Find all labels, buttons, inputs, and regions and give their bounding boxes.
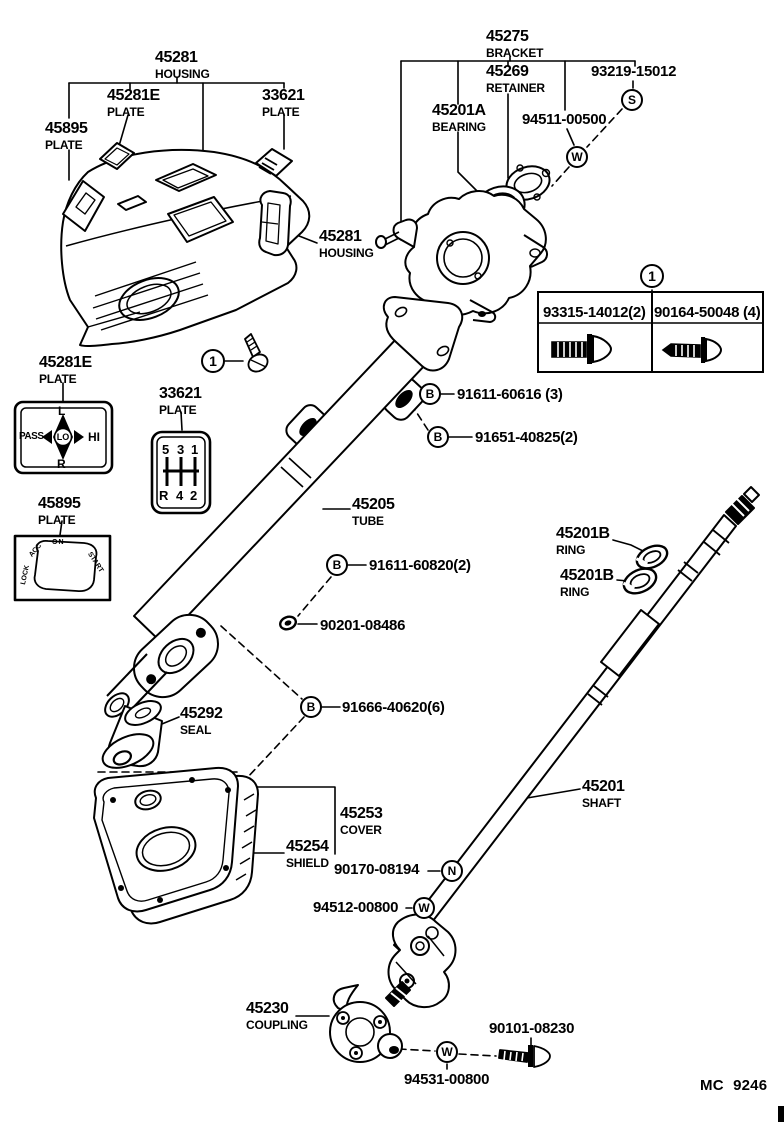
- label-cover: [340, 806, 383, 836]
- callout-b-40620: B: [300, 696, 322, 718]
- shift-plate-left-label: PASS: [19, 431, 44, 442]
- part-name: PLATE: [38, 513, 76, 527]
- gear-plate-r: R: [159, 488, 169, 503]
- shift-plate-center-label: LO: [56, 432, 70, 442]
- callout-1-screw: 1: [201, 349, 225, 373]
- washer-90201-drawing: [278, 615, 297, 632]
- part-name: COVER: [340, 823, 382, 837]
- label-bearing: [432, 103, 486, 133]
- part-name: PLATE: [39, 372, 77, 386]
- part-number: 45201B: [560, 567, 614, 584]
- cover-shield-drawing: [94, 768, 258, 924]
- label-seal: [180, 706, 223, 736]
- label-screw-93219: 93219-15012: [591, 63, 677, 80]
- part-number: 45201B: [556, 525, 610, 542]
- table-cell-90164: 90164-50048 (4): [654, 304, 761, 321]
- part-name: BEARING: [432, 120, 486, 134]
- label-housing-right: [319, 229, 374, 259]
- part-name: RING: [560, 585, 590, 599]
- label-plate-45281e-top: [107, 88, 160, 118]
- part-number: 45281E: [107, 87, 160, 104]
- callout-b-60616: B: [419, 383, 441, 405]
- part-name: RETAINER: [486, 81, 545, 95]
- part-name: SHAFT: [582, 796, 621, 810]
- label-tube: [352, 497, 395, 527]
- ignition-plate-start: START: [86, 551, 105, 574]
- label-washer-94511: 94511-00500: [522, 111, 607, 128]
- part-name: RING: [556, 543, 586, 557]
- gear-plate-3: 3: [177, 442, 185, 457]
- part-number: 45201: [582, 778, 625, 795]
- label-ring-b: [560, 568, 614, 598]
- label-nut-90170: 90170-08194: [334, 861, 420, 878]
- part-number: 45895: [38, 495, 81, 512]
- snap-rings-drawing: [620, 541, 671, 598]
- label-bracket: [486, 29, 543, 59]
- part-name: HOUSING: [319, 246, 374, 260]
- part-number: 45292: [180, 705, 223, 722]
- gear-plate-4: 4: [176, 488, 184, 503]
- part-number: 45253: [340, 805, 383, 822]
- bolt-90101-drawing: [499, 1045, 550, 1067]
- label-coupling: [246, 1001, 308, 1031]
- part-name: PLATE: [107, 105, 145, 119]
- part-number: 45895: [45, 120, 88, 137]
- shift-plate-top-label: L: [58, 404, 66, 418]
- callout-w-94512: W: [413, 897, 435, 919]
- part-number: 45269: [486, 63, 529, 80]
- gear-plate-5: 5: [162, 442, 170, 457]
- corner-registration-mark: [778, 1106, 784, 1122]
- label-bolt-91651: 91651-40825(2): [475, 429, 578, 446]
- callout-1-table: 1: [640, 264, 664, 288]
- label-plate-45895-detail: [38, 496, 81, 526]
- label-plate-33621-detail: [159, 386, 202, 416]
- part-number: 45281E: [39, 354, 92, 371]
- part-number: 45275: [486, 28, 529, 45]
- part-number: 45281: [319, 228, 362, 245]
- label-bolt-91611-60820: 91611-60820(2): [369, 557, 471, 574]
- callout-b-60820: B: [326, 554, 348, 576]
- callout-b-40825: B: [427, 426, 449, 448]
- part-number: 33621: [159, 385, 202, 402]
- label-plate-45281e-detail: [39, 355, 92, 385]
- table-cell-93315: 93315-14012(2): [543, 304, 646, 321]
- label-bolt-91611-60616: 91611-60616 (3): [457, 386, 563, 403]
- part-number: 45254: [286, 838, 329, 855]
- label-plate-45895-top: [45, 121, 88, 151]
- label-plate-33621-top: [262, 88, 305, 118]
- ignition-plate-acc: ACC: [28, 542, 44, 559]
- part-number: 45281: [155, 49, 198, 66]
- label-washer-90201: 90201-08486: [320, 617, 406, 634]
- part-name: PLATE: [159, 403, 197, 417]
- label-washer-94531: 94531-00800: [404, 1071, 490, 1088]
- label-bolt-90101: 90101-08230: [489, 1020, 575, 1037]
- label-housing-top: [155, 50, 210, 80]
- label-shaft: [582, 779, 625, 809]
- part-number: 45230: [246, 1000, 289, 1017]
- callout-n: N: [441, 860, 463, 882]
- shift-plate-bottom-label: R: [57, 457, 66, 471]
- gear-plate-2: 2: [190, 488, 198, 503]
- callout-w-retainer: W: [566, 146, 588, 168]
- label-ring-a: [556, 526, 610, 556]
- shift-plate-right-label: HI: [88, 430, 100, 444]
- part-name: TUBE: [352, 514, 384, 528]
- label-retainer: [486, 64, 545, 94]
- part-number: 45205: [352, 496, 395, 513]
- ignition-plate-on: ON: [52, 539, 65, 546]
- part-name: HOUSING: [155, 67, 210, 81]
- housing-drawing: [61, 150, 309, 346]
- part-name: COUPLING: [246, 1018, 308, 1032]
- tapping-screw-drawing: [245, 334, 271, 375]
- callout-w-94531: W: [436, 1041, 458, 1063]
- part-name: PLATE: [45, 138, 83, 152]
- label-washer-94512: 94512-00800: [313, 899, 399, 916]
- part-name: BRACKET: [486, 46, 544, 60]
- part-number: 33621: [262, 87, 305, 104]
- label-bolt-91666: 91666-40620(6): [342, 699, 445, 716]
- part-name: SHIELD: [286, 856, 329, 870]
- callout-s: S: [621, 89, 643, 111]
- coupling-drawing: [330, 982, 410, 1062]
- gear-plate-1: 1: [191, 442, 199, 457]
- ignition-plate-lock: LOCK: [20, 564, 31, 586]
- label-shield: [286, 839, 329, 869]
- page-code: MC 9246: [700, 1077, 768, 1094]
- part-name: PLATE: [262, 105, 300, 119]
- part-number: 45201A: [432, 102, 486, 119]
- part-name: SEAL: [180, 723, 212, 737]
